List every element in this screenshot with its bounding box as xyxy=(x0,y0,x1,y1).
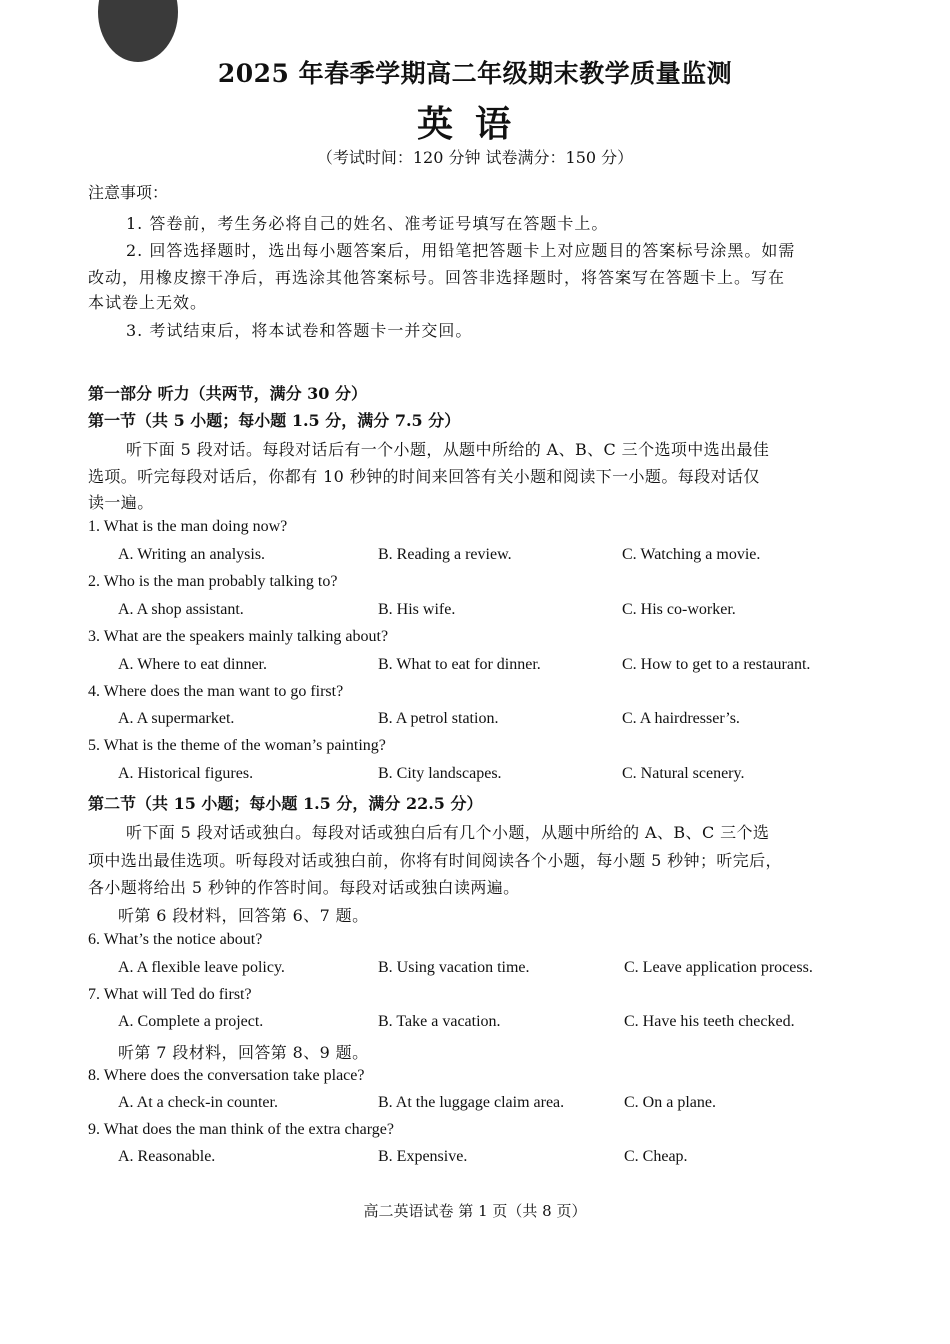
exam-info: （考试时间：120 分钟 试卷满分：150 分） xyxy=(316,148,634,167)
material-note: 听第 7 段材料，回答第 8、9 题。 xyxy=(118,1043,369,1062)
question-stem: 5. What is the theme of the woman’s painting? xyxy=(88,737,386,754)
option-b: B. City landscapes. xyxy=(378,765,502,782)
notes-heading: 注意事项： xyxy=(88,183,169,202)
note-line: 改动，用橡皮擦干净后，再选涂其他答案标号。回答非选择题时，将答案写在答题卡上。写在 xyxy=(88,268,786,287)
option-c: C. Natural scenery. xyxy=(622,765,745,782)
option-b: B. At the luggage claim area. xyxy=(378,1094,565,1111)
instruction-line: 各小题将给出 5 秒钟的作答时间。每段对话或独白读两遍。 xyxy=(88,878,520,897)
page-footer: 高二英语试卷 第 1 页（共 8 页） xyxy=(363,1202,587,1220)
question-stem: 8. Where does the conversation take place? xyxy=(88,1067,365,1084)
option-b: B. Using vacation time. xyxy=(378,959,530,976)
instruction-line: 选项。听完每段对话后，你都有 10 秒钟的时间来回答有关小题和阅读下一小题。每段对话仅 xyxy=(88,467,760,486)
material-note: 听第 6 段材料，回答第 6、7 题。 xyxy=(118,906,369,925)
instruction-line: 听下面 5 段对话或独白。每段对话或独白后有几个小题，从题中所给的 A、B、C 三个选 xyxy=(126,823,770,842)
option-a: A. Complete a project. xyxy=(118,1013,264,1030)
part1-heading: 第一部分 听力（共两节，满分 30 分） xyxy=(88,384,367,403)
option-a: A. Writing an analysis. xyxy=(118,546,266,563)
option-b: B. Take a vacation. xyxy=(378,1013,501,1030)
option-c: C. A hairdresser’s. xyxy=(622,710,740,727)
instruction-line: 听下面 5 段对话。每段对话后有一个小题，从题中所给的 A、B、C 三个选项中选出最佳 xyxy=(126,440,770,459)
option-c: C. Have his teeth checked. xyxy=(624,1013,795,1030)
note-line: 1. 答卷前，考生务必将自己的姓名、准考证号填写在答题卡上。 xyxy=(126,214,609,233)
option-a: A. A flexible leave policy. xyxy=(118,959,285,976)
section1-heading: 第一节（共 5 小题；每小题 1.5 分，满分 7.5 分） xyxy=(88,411,461,430)
question-stem: 3. What are the speakers mainly talking about? xyxy=(88,628,389,645)
option-a: A. Reasonable. xyxy=(118,1148,216,1165)
question-stem: 9. What does the man think of the extra charge? xyxy=(88,1121,394,1138)
option-a: A. Where to eat dinner. xyxy=(118,656,267,673)
question-stem: 7. What will Ted do first? xyxy=(88,986,252,1003)
note-line: 2. 回答选择题时，选出每小题答案后，用铅笔把答题卡上对应题目的答案标号涂黑。如需 xyxy=(126,241,796,260)
option-b: B. Expensive. xyxy=(378,1148,468,1165)
option-a: A. A supermarket. xyxy=(118,710,235,727)
option-c: C. His co-worker. xyxy=(622,601,736,618)
note-line: 3. 考试结束后，将本试卷和答题卡一并交回。 xyxy=(126,321,473,340)
question-stem: 1. What is the man doing now? xyxy=(88,518,288,535)
question-stem: 4. Where does the man want to go first? xyxy=(88,683,344,700)
subject-title: 英语 xyxy=(416,103,533,145)
option-c: C. Cheap. xyxy=(624,1148,688,1165)
option-b: B. A petrol station. xyxy=(378,710,499,727)
option-a: A. Historical figures. xyxy=(118,765,254,782)
option-c: C. On a plane. xyxy=(624,1094,716,1111)
option-b: B. Reading a review. xyxy=(378,546,512,563)
instruction-line: 读一遍。 xyxy=(88,493,154,512)
instruction-line: 项中选出最佳选项。听每段对话或独白前，你将有时间阅读各个小题，每小题 5 秒钟；听完后， xyxy=(88,851,782,870)
question-stem: 2. Who is the man probably talking to? xyxy=(88,573,338,590)
section2-heading: 第二节（共 15 小题；每小题 1.5 分，满分 22.5 分） xyxy=(88,794,483,813)
option-c: C. How to get to a restaurant. xyxy=(622,656,811,673)
question-stem: 6. What’s the notice about? xyxy=(88,931,263,948)
option-a: A. At a check-in counter. xyxy=(118,1094,278,1111)
option-b: B. His wife. xyxy=(378,601,456,618)
corner-stamp-mark xyxy=(98,0,178,62)
option-a: A. A shop assistant. xyxy=(118,601,244,618)
option-b: B. What to eat for dinner. xyxy=(378,656,541,673)
exam-title: 2025 年春季学期高二年级期末教学质量监测 xyxy=(217,59,733,88)
option-c: C. Leave application process. xyxy=(624,959,813,976)
note-line: 本试卷上无效。 xyxy=(88,293,208,312)
option-c: C. Watching a movie. xyxy=(622,546,761,563)
